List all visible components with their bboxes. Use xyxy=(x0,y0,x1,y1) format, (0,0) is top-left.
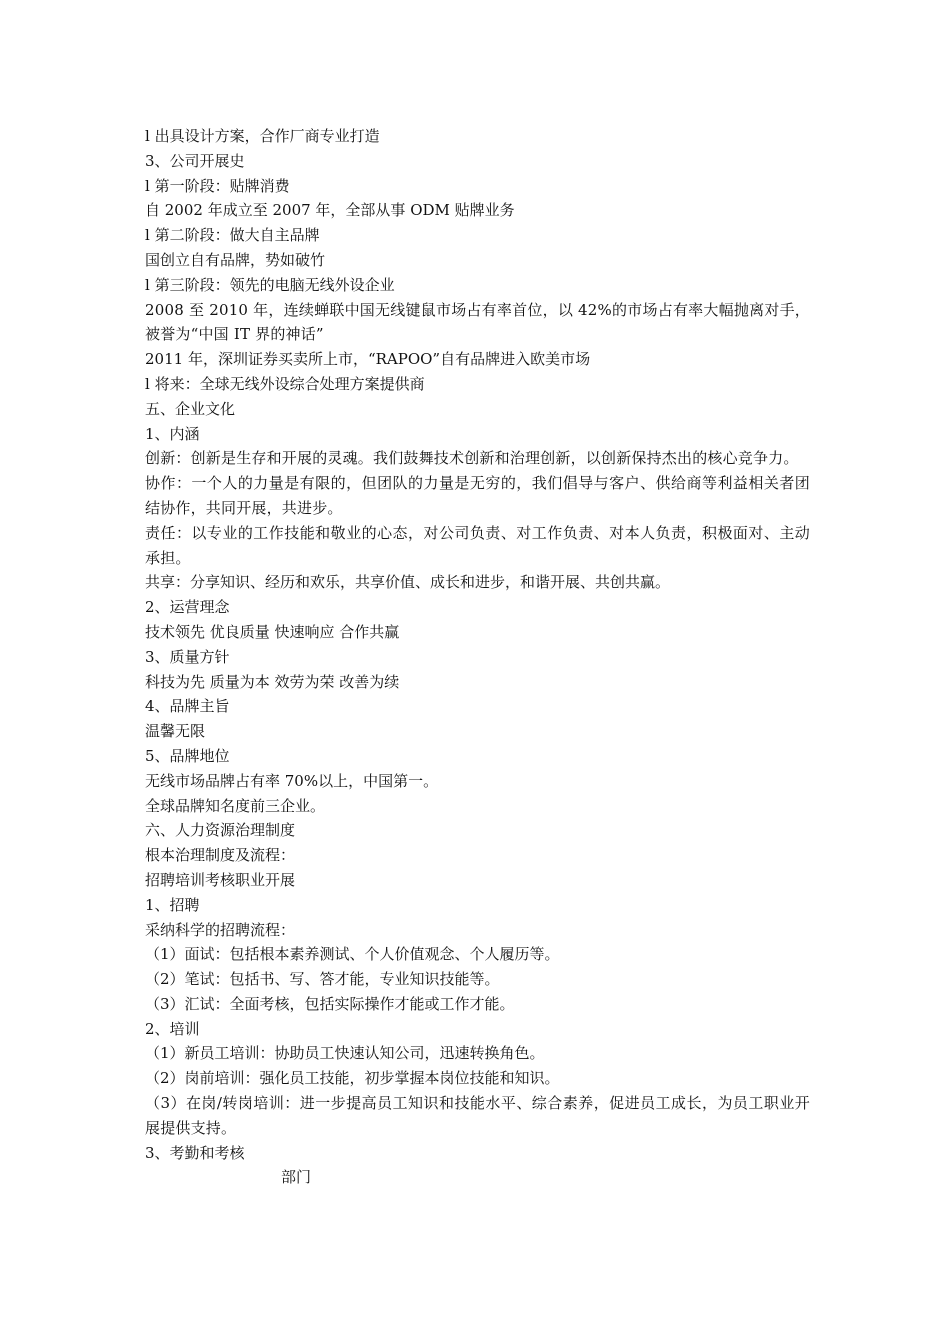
heading-brand-position: 5、品牌地位 xyxy=(145,746,230,765)
text-basic-system: 根本治理制度及流程： xyxy=(145,846,296,865)
text-stage-one-detail: 自 2002 年成立至 2007 年，全部从事 ODM 贴牌业务 xyxy=(145,201,515,220)
heading-operating-philosophy: 2、运营理念 xyxy=(145,598,230,617)
text-collaboration: 协作：一个人的力量是有限的，但团队的力量是无穷的，我们倡导与客户、供给商等利益相关者团结协作，共同开展，共进步。 xyxy=(145,474,810,517)
text-quality-policy: 科技为先 质量为本 效劳为荣 改善为续 xyxy=(145,672,400,691)
heading-hr-management: 六、人力资源治理制度 xyxy=(145,821,296,840)
list-item-on-job-training: （3）在岗/转岗培训：进一步提高员工知识和技能水平、综合素养，促进员工成长，为员工职业开展提供支持。 xyxy=(145,1094,810,1137)
bullet-future: l 将来：全球无线外设综合处理方案提供商 xyxy=(145,374,425,393)
list-item-final-test: （3）汇试：全面考核，包括实际操作才能或工作才能。 xyxy=(145,994,515,1013)
document-body xyxy=(145,124,810,1190)
table-cell-department: 部门 xyxy=(281,1168,312,1187)
text-stage-two-detail: 国创立自有品牌，势如破竹 xyxy=(145,250,326,269)
heading-training: 2、培训 xyxy=(145,1019,200,1038)
text-hr-process: 招聘培训考核职业开展 xyxy=(145,870,296,889)
text-brand-purpose: 温馨无限 xyxy=(145,722,206,741)
heading-connotation: 1、内涵 xyxy=(145,424,200,443)
text-recruitment-process: 采纳科学的招聘流程： xyxy=(145,920,296,939)
text-responsibility: 责任：以专业的工作技能和敬业的心态，对公司负责、对工作负责、对本人负责，积极面对、主动承担。 xyxy=(145,523,810,567)
bullet-design-plan: l 出具设计方案，合作厂商专业打造 xyxy=(145,127,380,145)
text-stage-three-detail: 2008 至 2010 年，连续蝉联中国无线键鼠市场占有率首位，以 42%的市场占有率大幅抛离对手， 被誉为“中国 IT 界的神话” xyxy=(145,300,810,344)
text-brand-awareness: 全球品牌知名度前三企业。 xyxy=(145,796,326,815)
list-item-pre-job-training: （2）岗前培训：强化员工技能，初步掌握本岗位技能和知识。 xyxy=(145,1069,560,1088)
heading-attendance-assessment: 3、考勤和考核 xyxy=(145,1143,245,1162)
heading-recruitment: 1、招聘 xyxy=(145,895,200,914)
bullet-stage-three: l 第三阶段：领先的电脑无线外设企业 xyxy=(145,275,395,294)
list-item-written-test: （2）笔试：包括书、写、答才能，专业知识技能等。 xyxy=(145,970,500,989)
heading-company-history: 3、公司开展史 xyxy=(145,151,245,170)
text-market-share: 无线市场品牌占有率 70%以上，中国第一。 xyxy=(145,771,439,790)
text-operating-philosophy: 技术领先 优良质量 快速响应 合作共赢 xyxy=(145,622,400,641)
bullet-stage-two: l 第二阶段：做大自主品牌 xyxy=(145,226,320,245)
text-sharing: 共享：分享知识、经历和欢乐，共享价值、成长和进步，和谐开展、共创共赢。 xyxy=(145,573,671,592)
list-item-interview: （1）面试：包括根本素养测试、个人价值观念、个人履历等。 xyxy=(145,945,560,964)
bullet-stage-one: l 第一阶段：贴牌消费 xyxy=(145,176,290,195)
heading-brand-purpose: 4、品牌主旨 xyxy=(145,697,230,716)
text-innovation: 创新：创新是生存和开展的灵魂。我们鼓舞技术创新和治理创新，以创新保持杰出的核心竞争力。 xyxy=(145,449,799,468)
list-item-new-employee-training: （1）新员工培训：协助员工快速认知公司，迅速转换角色。 xyxy=(145,1044,545,1063)
text-listing-2011: 2011 年，深圳证券买卖所上市，“RAPOO”自有品牌进入欧美市场 xyxy=(145,350,591,369)
heading-corporate-culture: 五、企业文化 xyxy=(145,399,236,418)
heading-quality-policy: 3、质量方针 xyxy=(145,647,230,666)
